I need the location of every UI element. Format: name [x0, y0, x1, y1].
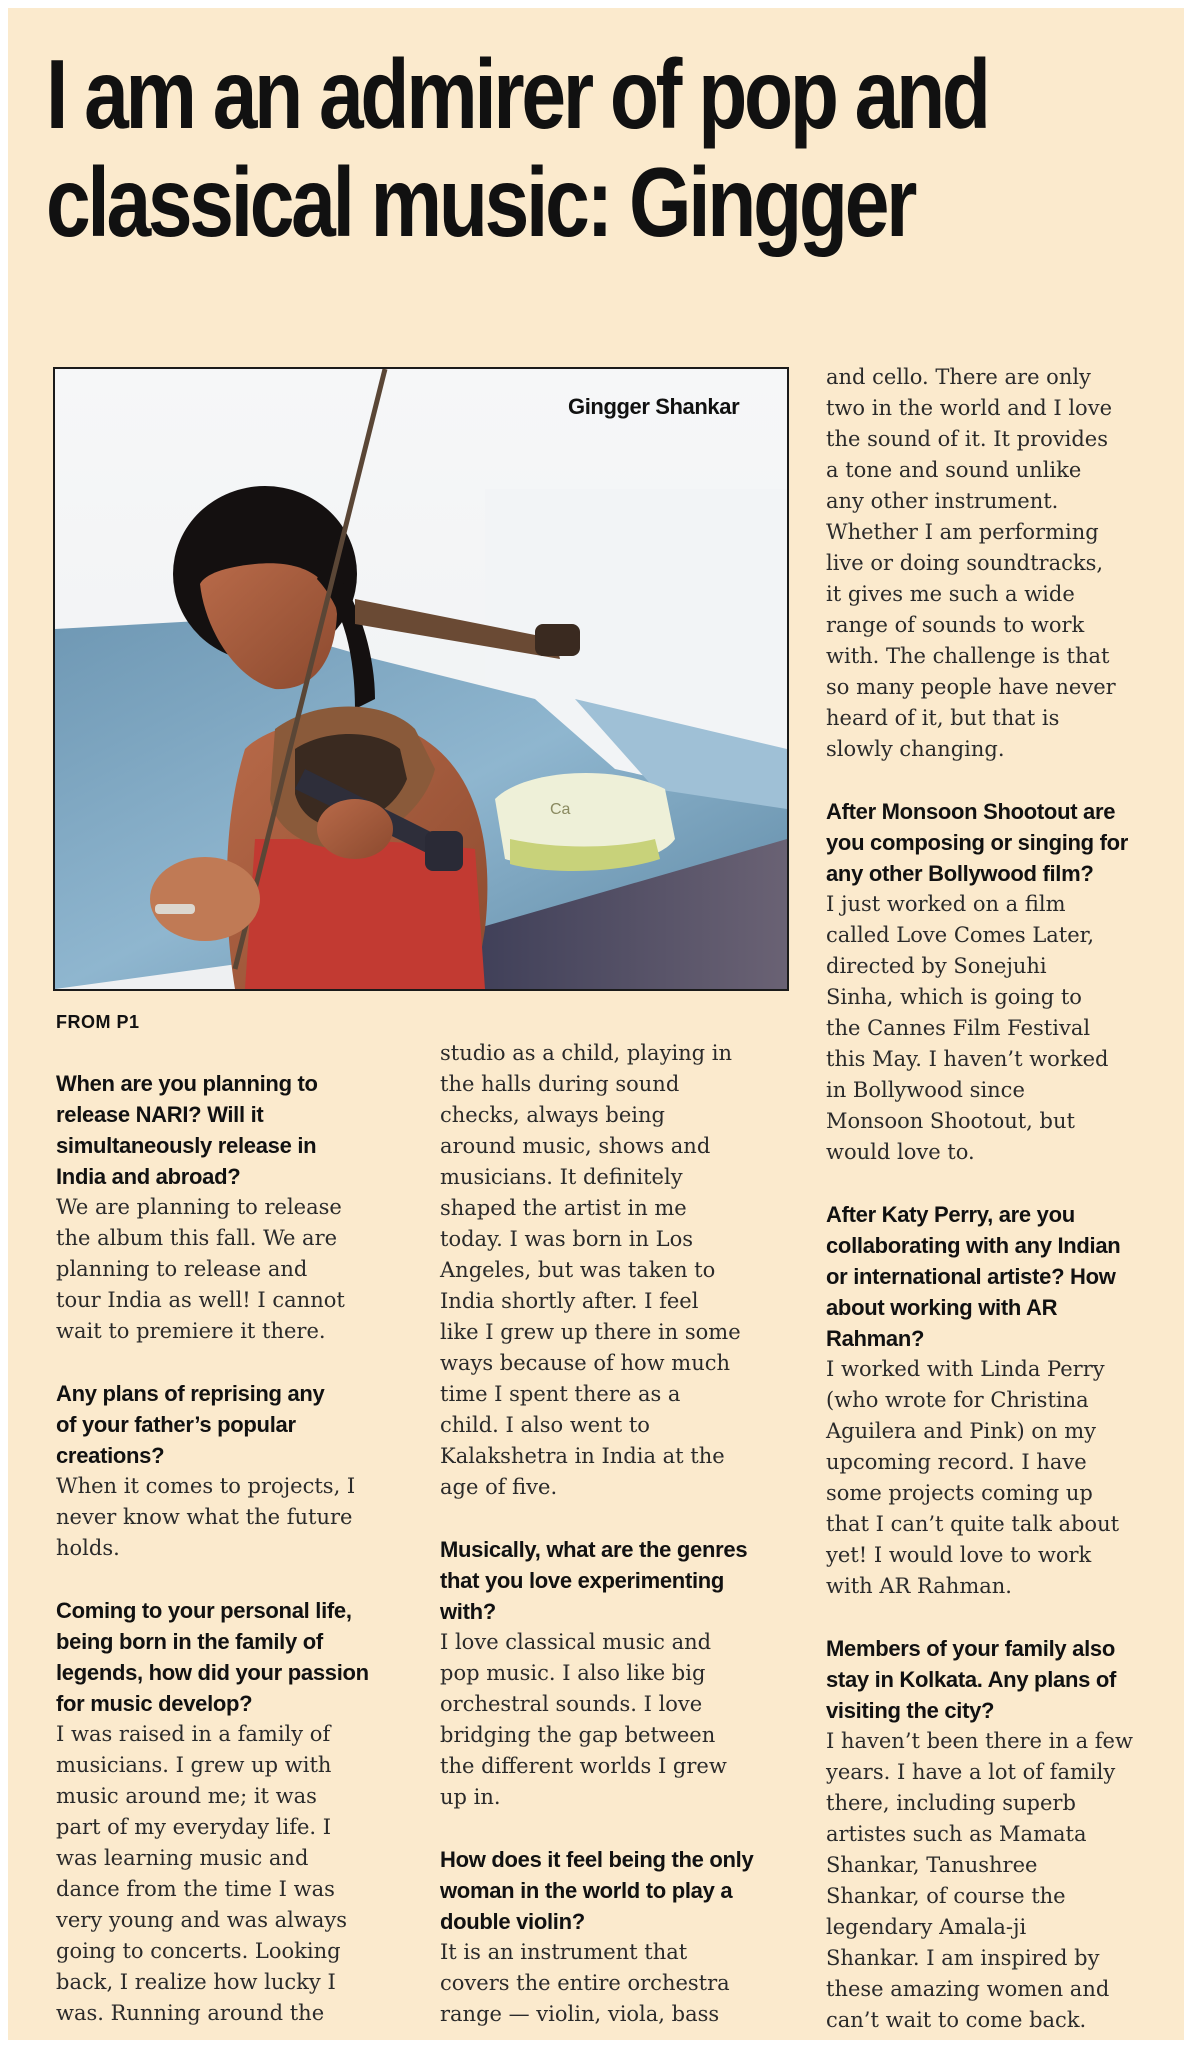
- text-line: stay in Kolkata. Any plans of: [826, 1667, 1116, 1692]
- text-line: (who wrote for Christina: [826, 1388, 1089, 1412]
- text-line: never know what the future: [56, 1505, 353, 1529]
- text-line: checks, always being: [440, 1103, 665, 1127]
- answer-collaborating: [826, 1354, 1170, 1602]
- text-line: India and abroad?: [56, 1164, 241, 1189]
- text-line: dance from the time I was: [56, 1877, 335, 1901]
- text-line: collaborating with any Indian: [826, 1233, 1121, 1258]
- text-line: I haven’t been there in a few: [826, 1729, 1133, 1753]
- text-line: very young and was always: [56, 1908, 348, 1932]
- article-photo: [53, 367, 789, 991]
- text-line: the sound of it. It provides: [826, 427, 1109, 451]
- text-line: wait to premiere it there.: [56, 1319, 326, 1343]
- text-line: and cello. There are only: [826, 365, 1091, 389]
- text-line: Aguilera and Pink) on my: [826, 1419, 1096, 1443]
- text-line: planning to release and: [56, 1257, 308, 1281]
- text-line: range of sounds to work: [826, 613, 1085, 637]
- article-column-2: [440, 1038, 780, 2030]
- text-line: creations?: [56, 1443, 165, 1468]
- text-line: two in the world and I love: [826, 396, 1112, 420]
- answer-nari-release: [56, 1192, 396, 1347]
- text-line: orchestral sounds. I love: [440, 1692, 703, 1716]
- headline: [46, 40, 1169, 256]
- text-line: or international artiste? How: [826, 1264, 1116, 1289]
- text-line: years. I have a lot of family: [826, 1760, 1116, 1784]
- question-collaborating: [826, 1199, 1170, 1354]
- text-line: with AR Rahman.: [826, 1574, 1012, 1598]
- question-personal-life: [56, 1595, 396, 1719]
- text-line: It is an instrument that: [440, 1940, 688, 1964]
- text-line: it gives me such a wide: [826, 582, 1075, 606]
- text-line: in Bollywood since: [826, 1078, 1025, 1102]
- text-line: legends, how did your passion: [56, 1660, 369, 1685]
- text-line: Musically, what are the genres: [440, 1537, 748, 1562]
- text-line: Sinha, which is going to: [826, 985, 1082, 1009]
- text-line: studio as a child, playing in: [440, 1041, 733, 1065]
- text-line: can’t wait to come back.: [826, 2008, 1087, 2032]
- text-line: legendary Amala-ji: [826, 1915, 1027, 1939]
- text-line: I love classical music and: [440, 1630, 712, 1654]
- answer-genres: [440, 1627, 780, 1813]
- text-line: there, including superb: [826, 1791, 1076, 1815]
- text-line: shaped the artist in me: [440, 1196, 687, 1220]
- bag-print-text: Ca: [550, 801, 571, 818]
- text-line: bridging the gap between: [440, 1723, 716, 1747]
- text-line: simultaneously release in: [56, 1133, 317, 1158]
- violinist-photo-illustration: [55, 369, 787, 989]
- text-line: today. I was born in Los: [440, 1227, 693, 1251]
- text-line: Members of your family also: [826, 1636, 1115, 1661]
- text-line: How does it feel being the only: [440, 1847, 754, 1872]
- text-line: part of my everyday life. I: [56, 1815, 332, 1839]
- text-line: like I grew up there in some: [440, 1320, 741, 1344]
- text-line: called Love Comes Later,: [826, 923, 1095, 947]
- text-line: upcoming record. I have: [826, 1450, 1087, 1474]
- text-line: any other instrument.: [826, 489, 1059, 513]
- text-line: the Cannes Film Festival: [826, 1016, 1091, 1040]
- text-line: musicians. I grew up with: [56, 1753, 332, 1777]
- text-line: so many people have never: [826, 675, 1116, 699]
- text-line: Shankar, Tanushree: [826, 1853, 1038, 1877]
- text-line: age of five.: [440, 1475, 558, 1499]
- text-line: release NARI? Will it: [56, 1102, 264, 1127]
- text-line: After Monsoon Shootout are: [826, 799, 1116, 824]
- text-line: When it comes to projects, I: [56, 1474, 356, 1498]
- text-line: Any plans of reprising any: [56, 1381, 325, 1406]
- text-line: these amazing women and: [826, 1977, 1110, 2001]
- text-line: was. Running around the: [56, 2001, 325, 2025]
- text-line: Angeles, but was taken to: [440, 1258, 716, 1282]
- text-line: Kalakshetra in India at the: [440, 1444, 725, 1468]
- answer-reprising: [56, 1471, 396, 1564]
- text-line: some projects coming up: [826, 1481, 1093, 1505]
- text-line: the album this fall. We are: [56, 1226, 338, 1250]
- headline-line-2: classical music: Gingger: [46, 147, 915, 257]
- text-line: the halls during sound: [440, 1072, 680, 1096]
- text-line: slowly changing.: [826, 737, 1005, 761]
- text-line: When are you planning to: [56, 1071, 318, 1096]
- text-line: a tone and sound unlike: [826, 458, 1082, 482]
- text-line: Monsoon Shootout, but: [826, 1109, 1075, 1133]
- text-line: the different worlds I grew: [440, 1754, 727, 1778]
- newspaper-page: [8, 8, 1184, 2040]
- text-line: going to concerts. Looking: [56, 1939, 341, 1963]
- text-line: time I spent there as a: [440, 1382, 681, 1406]
- article-column-1: [56, 1068, 396, 2029]
- text-line: woman in the world to play a: [440, 1878, 733, 1903]
- text-line: live or doing soundtracks,: [826, 551, 1104, 575]
- text-line: I was raised in a family of: [56, 1722, 331, 1746]
- text-line: visiting the city?: [826, 1698, 995, 1723]
- answer-double-violin: [440, 1937, 780, 2030]
- answer-personal-life-continued: [440, 1038, 780, 1503]
- text-line: back, I realize how lucky I: [56, 1970, 336, 1994]
- question-double-violin: [440, 1844, 780, 1937]
- text-line: would love to.: [826, 1140, 975, 1164]
- text-line: this May. I haven’t worked: [826, 1047, 1109, 1071]
- text-line: covers the entire orchestra: [440, 1971, 730, 1995]
- text-line: Coming to your personal life,: [56, 1598, 352, 1623]
- text-line: yet! I would love to work: [826, 1543, 1092, 1567]
- text-line: Rahman?: [826, 1326, 925, 1351]
- photo-caption: Gingger Shankar: [568, 394, 740, 419]
- question-bollywood: [826, 796, 1170, 889]
- text-line: was learning music and: [56, 1846, 309, 1870]
- text-line: with. The challenge is that: [826, 644, 1110, 668]
- text-line: I just worked on a film: [826, 892, 1066, 916]
- text-line: We are planning to release: [56, 1195, 342, 1219]
- text-line: of your father’s popular: [56, 1412, 296, 1437]
- text-line: double violin?: [440, 1909, 585, 1934]
- headline-line-1: I am an admirer of pop and: [46, 39, 988, 149]
- text-line: heard of it, but that is: [826, 706, 1060, 730]
- text-line: any other Bollywood film?: [826, 861, 1094, 886]
- text-line: tour India as well! I cannot: [56, 1288, 345, 1312]
- continued-from-label: FROM P1: [56, 1012, 140, 1032]
- text-line: child. I also went to: [440, 1413, 650, 1437]
- text-line: Whether I am performing: [826, 520, 1099, 544]
- text-line: holds.: [56, 1536, 120, 1560]
- question-genres: [440, 1534, 780, 1627]
- text-line: Shankar, of course the: [826, 1884, 1066, 1908]
- text-line: artistes such as Mamata: [826, 1822, 1087, 1846]
- text-line: up in.: [440, 1785, 501, 1809]
- answer-double-violin-continued: [826, 362, 1170, 765]
- answer-personal-life: [56, 1719, 396, 2029]
- text-line: that I can’t quite talk about: [826, 1512, 1120, 1536]
- answer-kolkata: [826, 1726, 1170, 2036]
- text-line: India shortly after. I feel: [440, 1289, 699, 1313]
- text-line: for music develop?: [56, 1691, 253, 1716]
- text-line: musicians. It definitely: [440, 1165, 683, 1189]
- text-line: Shankar. I am inspired by: [826, 1946, 1100, 1970]
- text-line: I worked with Linda Perry: [826, 1357, 1105, 1381]
- text-line: that you love experimenting: [440, 1568, 725, 1593]
- text-line: around music, shows and: [440, 1134, 711, 1158]
- text-line: with?: [440, 1599, 496, 1624]
- question-kolkata: [826, 1633, 1170, 1726]
- question-nari-release: [56, 1068, 396, 1192]
- text-line: pop music. I also like big: [440, 1661, 706, 1685]
- text-line: directed by Sonejuhi: [826, 954, 1047, 978]
- text-line: music around me; it was: [56, 1784, 317, 1808]
- answer-bollywood: [826, 889, 1170, 1168]
- question-reprising: [56, 1378, 396, 1471]
- text-line: you composing or singing for: [826, 830, 1129, 855]
- article-column-3: [826, 362, 1170, 2036]
- text-line: about working with AR: [826, 1295, 1058, 1320]
- text-line: ways because of how much: [440, 1351, 731, 1375]
- text-line: being born in the family of: [56, 1629, 323, 1654]
- text-line: range — violin, viola, bass: [440, 2002, 720, 2026]
- text-line: After Katy Perry, are you: [826, 1202, 1075, 1227]
